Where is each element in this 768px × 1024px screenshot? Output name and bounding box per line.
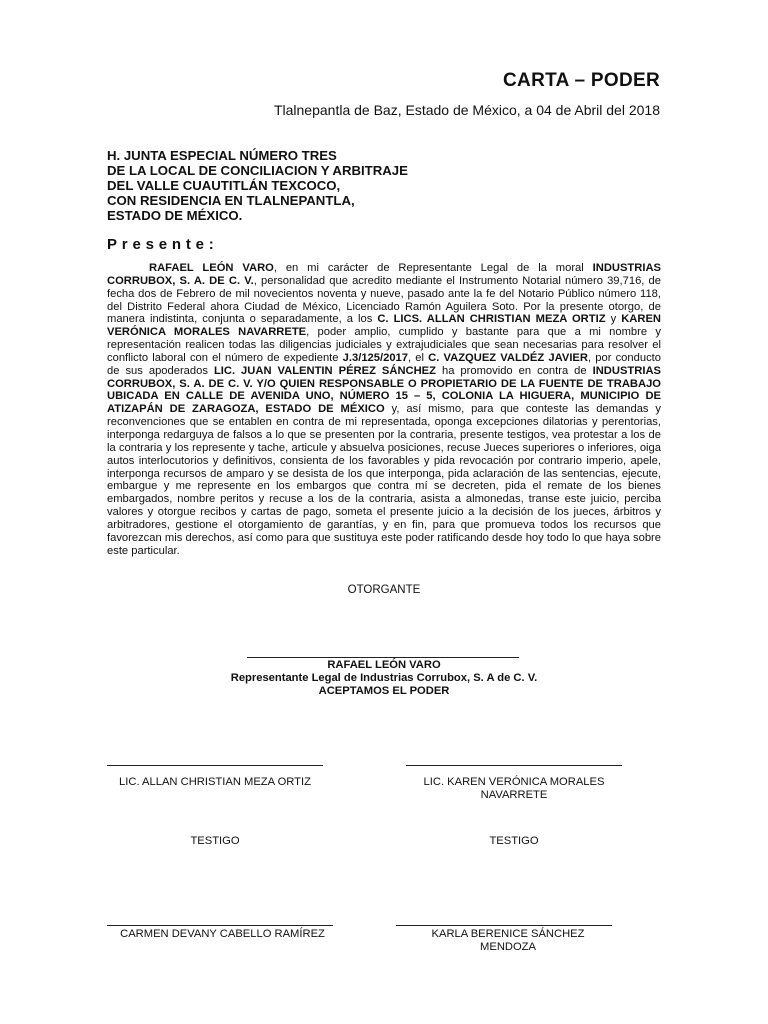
body-text-run: , por conducto de sus apoderados (107, 351, 661, 377)
attorney-left-signature-line (107, 765, 323, 766)
addressee-line: CON RESIDENCIA EN TLALNEPANTLA, (107, 193, 355, 208)
body-text-run: , personalidad que acredito mediante el Instrumento Notarial número 39,716, de fecha dos de Febrero de mil novecientos noventa y nueve, pasado ante la fe del Notario Público número 118, del Distrito Federal ahora Ciudad de México, Licenciado Ramón Aguilera Soto. Por la presente otorgo, de manera indistinta, conjunta o separadamente, a los (107, 274, 662, 326)
body-text-run: y, así mismo, para que conteste las demandas y reconvenciones que se entablen en contra de mi representada, oponga excepciones dilatorias y perentorias, interponga redarguya de falsos a lo que se presenten por la contraria, presente testigos, vea protestar a los de la contraria y los represente y tache, articule y absuelva posiciones, recuse Jueces superiores o inferiores, oiga autos interlocutorios y definitivos, consienta de los favorables y pida revocación por contrario imperio, apele, interponga recursos de amparo y se desista de los que interponga, pida aclaración de las sentencias, ejecute, embargue y me represente en los embargos que contra mí se decreten, pida el remate de los bienes embargados, nombre peritos y recuse a los de la contraria, asista a almonedas, transe este juicio, perciba valores y otorgue recibos y cartas de pago, someta el presente juicio a la decisión de los jueces, árbitros y arbitradores, gestione el otorgamiento de garantías, y en fin, para que promueva todos los recursos que favorezcan mis derechos, así como para que sustituya este poder ratificando desde hoy todo lo que haya sobre este particular. (107, 403, 661, 557)
otorgante-text: OTORGANTE (347, 584, 421, 596)
body-text-run: , poder amplio, cumplido y bastante para que a mi nombre y representación realicen todas las diligencias judiciales y extrajudiciales que sean necesarias para resolver el conflicto laboral con el número de expediente (107, 326, 661, 364)
witness-right-name (392, 928, 624, 953)
otorgante-label (0, 584, 768, 596)
plaintiff-attorney: LIC. JUAN VALENTIN PÉREZ SÁNCHEZ (213, 364, 436, 377)
witness-left-signature-line (107, 925, 333, 926)
addressee-line: DEL VALLE CUAUTITLÁN TEXCOCO, (107, 178, 341, 193)
grantor-block (130, 659, 638, 697)
witness-left-name-text: CARMEN DEVANY CABELLO RAMÍREZ (120, 928, 325, 940)
company-name: INDUSTRIAS CORRUBOX, S. A. DE C. V. (107, 262, 661, 287)
grantor-name: RAFAEL LEÓN VARO (149, 262, 274, 274)
attorney-left-name-text: LIC. ALLAN CHRISTIAN MEZA ORTIZ (119, 776, 311, 788)
grantor-signature-line (247, 657, 519, 658)
addressee-line: DE LA LOCAL DE CONCILIACION Y ARBITRAJE (107, 163, 408, 178)
attorney-name: C. LICS. ALLAN CHRISTIAN MEZA ORTIZ (377, 313, 606, 326)
document-title: CARTA – PODER (503, 70, 660, 91)
plaintiff-name: C. VAZQUEZ VALDÉZ JAVIER (428, 351, 588, 364)
acceptance-heading: ACEPTAMOS EL PODER (318, 684, 450, 697)
addressee-line: H. JUNTA ESPECIAL NÚMERO TRES (107, 148, 337, 163)
grantor-role: Representante Legal de Industrias Corrubox, S. A de C. V. (230, 671, 538, 684)
grantor-signature-name: RAFAEL LEÓN VARO (327, 659, 441, 671)
case-number: J.3/125/2017 (342, 351, 408, 364)
body-paragraph (107, 262, 661, 557)
witness-right-name-line: MENDOZA (480, 940, 536, 953)
addressee-line: ESTADO DE MÉXICO. (107, 208, 243, 223)
attorney-right-name-line: NAVARRETE (480, 788, 548, 801)
witness-right-signature-line (396, 925, 612, 926)
defendant-description: INDUSTRIAS CORRUBOX, S. A. DE C. V. Y/O QUIEN RESPONSABLE O PROPIETARIO DE LA FUENTE DE TRABAJO UBICADA EN CALLE DE AVENIDA UNO, NÚMERO 15 – 5, COLONIA LA HIGUERA, MUNICIPIO DE ATIZAPÁN DE ZARAGOZA, ESTADO DE MÉXICO (107, 364, 661, 416)
greeting: Presente: (107, 236, 219, 253)
attorney-right-signature-line (406, 765, 622, 766)
body-text-run: , en mi carácter de Representante Legal de la moral (273, 262, 593, 274)
witness-left-label (100, 835, 330, 848)
addressee-block (107, 148, 408, 223)
body-text-run: , el (408, 351, 429, 364)
attorney-right-name-line: LIC. KAREN VERÓNICA MORALES (423, 776, 605, 788)
witness-right-name-line: KARLA BERENICE SÁNCHEZ (431, 928, 585, 940)
witness-right-label (398, 835, 630, 848)
witness-right-label-text: TESTIGO (489, 835, 539, 847)
body-text-run: y (605, 313, 622, 326)
place-date: Tlalnepantla de Baz, Estado de México, a 04 de Abril del 2018 (273, 102, 660, 118)
witness-left-name (100, 928, 345, 941)
attorney-name: KAREN VERÓNICA MORALES NAVARRETE (107, 313, 661, 339)
body-text-run: ha promovido en contra de (435, 364, 593, 377)
witness-left-label-text: TESTIGO (190, 835, 240, 847)
attorney-left-name (100, 776, 330, 789)
attorney-right-name (398, 776, 630, 801)
